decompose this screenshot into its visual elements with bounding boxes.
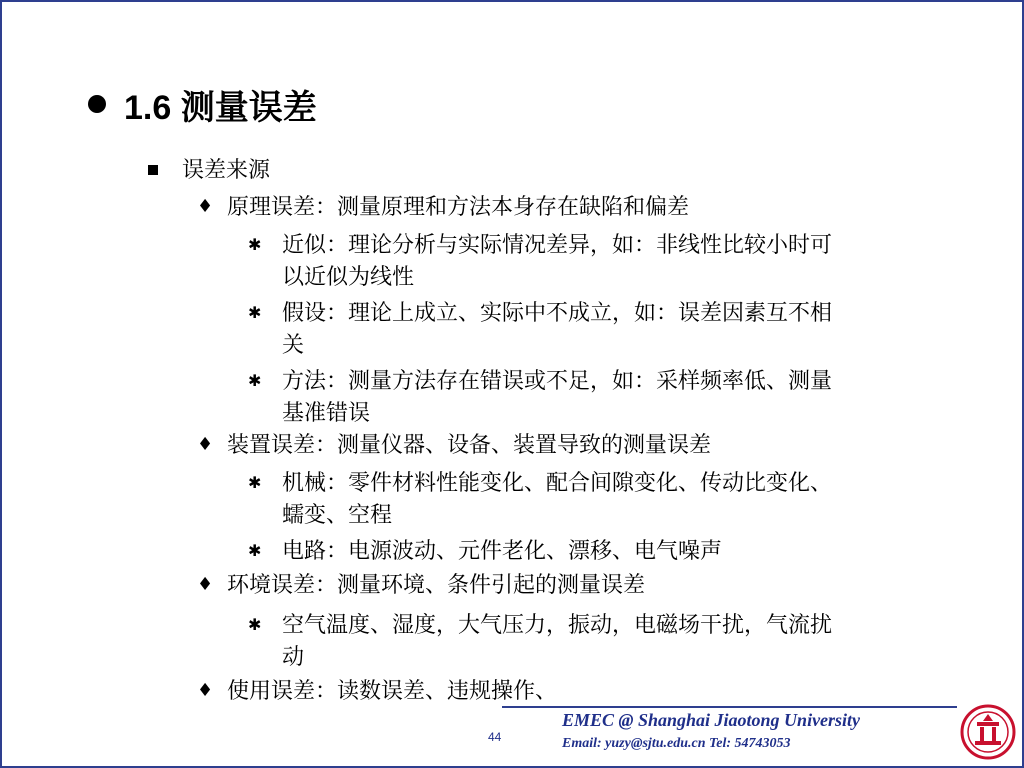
bullet-asterisk-icon: ✱ <box>248 371 262 390</box>
sub-list-item <box>248 468 932 532</box>
list-item-text: 环境误差：测量环境、条件引起的测量误差 <box>227 573 646 598</box>
sub-list-item-text: 方法：测量方法存在错误或不足，如：采样频率低、测量 基准错误 <box>282 369 833 426</box>
sub-list-item-text: 近似：理论分析与实际情况差异，如：非线性比较小时可 以近似为线性 <box>282 233 833 290</box>
bullet-diamond-icon: ♦ <box>197 434 214 455</box>
footer-org-text: EMEC @ Shanghai Jiaotong University <box>562 710 861 730</box>
sub-list-item <box>248 230 932 294</box>
list-item <box>197 570 645 602</box>
bullet-diamond-icon: ♦ <box>197 196 214 217</box>
bullet-diamond-icon: ♦ <box>197 680 214 701</box>
bullet-square-icon <box>148 165 158 175</box>
bullet-diamond-icon: ♦ <box>197 574 214 595</box>
sub-list-item <box>248 536 932 568</box>
list-item-text: 使用误差：读数误差、违规操作、 <box>227 679 558 704</box>
section-heading-text: 误差来源 <box>182 158 271 183</box>
list-item-text: 原理误差：测量原理和方法本身存在缺陷和偏差 <box>227 195 690 220</box>
list-item <box>197 192 689 224</box>
sub-list-item-text: 假设：理论上成立、实际中不成立，如：误差因素互不相 关 <box>282 301 833 358</box>
slide-title-row <box>88 82 317 126</box>
list-item <box>197 430 711 462</box>
bullet-asterisk-icon: ✱ <box>248 235 262 254</box>
page-number: 44 <box>488 730 502 744</box>
footer-contact-text: Email: yuzy@sjtu.edu.cn Tel: 54743053 <box>562 736 791 751</box>
footer-divider <box>502 706 957 708</box>
list-item <box>197 676 557 708</box>
bullet-asterisk-icon: ✱ <box>248 303 262 322</box>
sub-list-item-text: 电路：电源波动、元件老化、漂移、电气噪声 <box>282 539 723 564</box>
list-item-text: 装置误差：测量仪器、设备、装置导致的测量误差 <box>227 433 712 458</box>
sub-list-item <box>248 298 932 362</box>
bullet-asterisk-icon: ✱ <box>248 615 262 634</box>
bullet-asterisk-icon: ✱ <box>248 473 262 492</box>
section-heading <box>148 155 270 187</box>
university-logo-icon <box>960 704 1016 760</box>
bullet-asterisk-icon: ✱ <box>248 541 262 560</box>
slide-title: 1.6 测量误差 <box>124 88 317 127</box>
sub-list-item-text: 机械：零件材料性能变化、配合间隙变化、传动比变化、 蠕变、空程 <box>282 471 833 528</box>
sub-list-item <box>248 366 932 430</box>
bullet-circle-icon <box>88 95 106 113</box>
sub-list-item-text: 空气温度、湿度，大气压力，振动，电磁场干扰，气流扰 动 <box>282 613 833 670</box>
sub-list-item <box>248 610 932 674</box>
